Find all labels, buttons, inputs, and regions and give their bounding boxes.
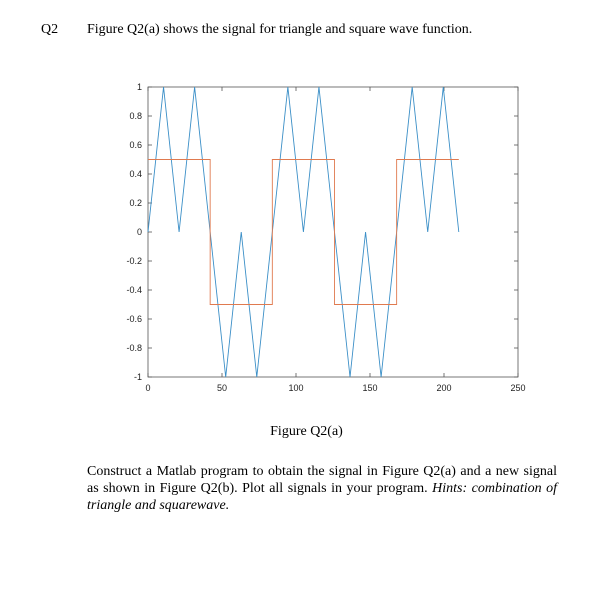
question-text: Figure Q2(a) shows the signal for triangle and square wave function.	[87, 22, 473, 37]
y-tick-label: -1	[133, 372, 142, 382]
figure-caption: Figure Q2(a)	[270, 424, 343, 439]
y-tick-label: -0.8	[126, 343, 142, 353]
series-triangle-line	[148, 87, 459, 377]
task-paragraph	[87, 463, 557, 514]
y-tick-label: 0.4	[129, 169, 142, 179]
y-axis	[126, 82, 518, 382]
x-tick-label: 200	[436, 383, 452, 393]
task-hint: Hints: combination of triangle and squarewave.	[87, 481, 558, 513]
x-tick-label: 100	[288, 383, 304, 393]
series-layer	[148, 87, 459, 377]
x-tick-label: 250	[510, 383, 526, 393]
plot-frame	[148, 87, 518, 377]
y-tick-label: 0.2	[129, 198, 142, 208]
x-tick-label: 50	[216, 383, 228, 393]
task-text: Construct a Matlab program to obtain the signal in Figure Q2(a) and a new signal as shown in Figure Q2(b). Plot all signals in your program.	[87, 464, 557, 496]
figure-q2a-chart	[100, 75, 540, 405]
y-tick-label: 0.6	[129, 140, 142, 150]
y-tick-label: -0.6	[126, 314, 142, 324]
y-tick-label: 0	[136, 227, 142, 237]
question-number: Q2	[41, 22, 59, 37]
y-tick-label: -0.2	[126, 256, 142, 266]
y-tick-label: -0.4	[126, 285, 142, 295]
x-tick-label: 0	[145, 383, 151, 393]
x-tick-label: 150	[362, 383, 378, 393]
chart-svg	[100, 75, 540, 405]
y-tick-label: 1	[136, 82, 142, 92]
y-tick-label: 0.8	[129, 111, 142, 121]
